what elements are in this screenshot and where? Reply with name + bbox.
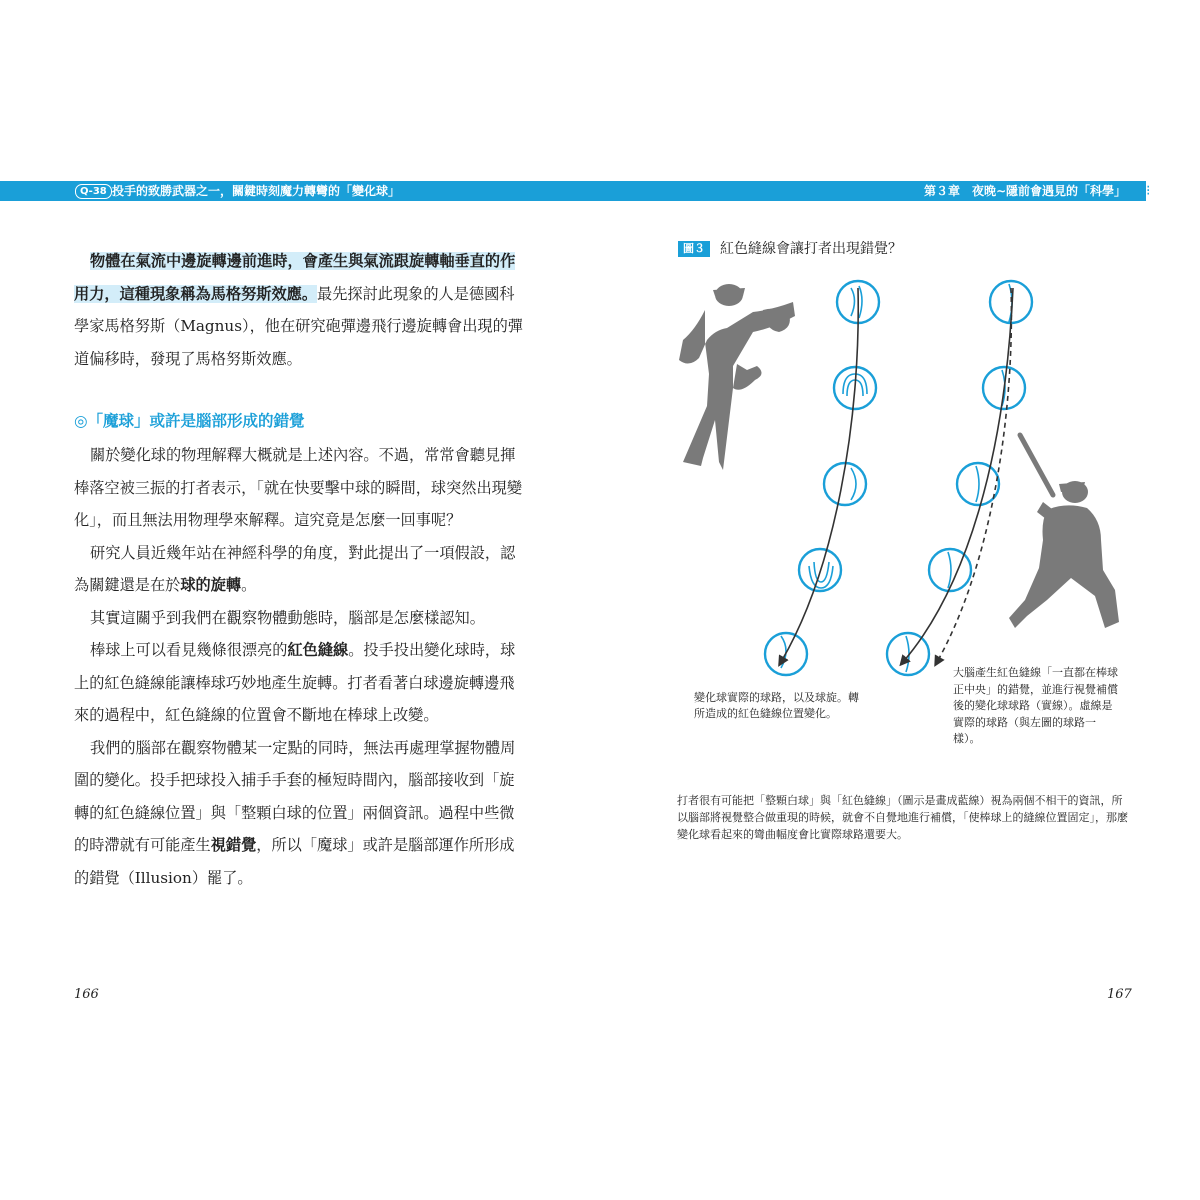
pitcher-silhouette — [679, 284, 795, 470]
paragraph-text: 。投手投出變化球時，球上的紅色縫線能讓棒球巧妙地產生旋轉。打者看著白球邊旋轉邊飛來的過程中，紅色縫線的位置會不斷地在棒球上改變。 — [74, 641, 516, 724]
paragraph-text: 我們的腦部在觀察物體某一定點的同時，無法再處理掌握物體周圍的變化。投手把球投入捕手手套的極短時間內，腦部接收到「旋轉的紅色縫線位置」與「整顆白球的位置」兩個資訊。過程中些微的時滯就有可能產生 — [74, 738, 516, 854]
page-number-left: 166 — [74, 987, 99, 1002]
actual-trajectory-line — [781, 288, 858, 662]
paragraph-text: 最先探討此現象的人是德國科學家馬格努斯（Magnus），他在研究砲彈邊飛行邊旋轉會出現的彈道偏移時，發現了馬格努斯效應。 — [74, 284, 523, 368]
bold-term: 球的旋轉 — [180, 576, 242, 594]
header-bar-end-ticks: ⁝ — [1146, 183, 1149, 199]
figure-title: 紅色縫線會讓打者出現錯覺？ — [720, 241, 902, 257]
chapter-title: 第３章 夜晚∼隱前會遇見的「科學」 — [923, 184, 1126, 198]
figure-caption: 打者很有可能把「整顆白球」與「紅色縫線」（圖示是畫成藍線）視為兩個不相干的資訊，所以腦部將視覺整合做重現的時候，就會不自覺地進行補償，「使棒球上的縫線位置固定」，那麼變化球看起來的彎曲幅度會比實際球路還要大。 — [677, 794, 1128, 841]
question-badge: Q-38 — [75, 184, 112, 199]
paragraph-text: 關於變化球的物理解釋大概就是上述內容。不過，常常會聽見揮棒落空被三振的打者表示，「就在快要擊中球的瞬間，球突然出現變化」，而且無法用物理學來解釋。這究竟是怎麼一回事呢？ — [74, 446, 523, 529]
bold-term: 視錯覺 — [210, 836, 257, 854]
paragraph — [74, 439, 526, 537]
actual-path-balls — [765, 281, 879, 675]
batter-silhouette — [1009, 435, 1119, 628]
paragraph — [74, 732, 526, 895]
figure-badge: 圖３ — [678, 241, 710, 257]
left-page-text — [74, 245, 526, 894]
page-number-right: 167 — [1107, 987, 1132, 1002]
note-perceived-path: 大腦產生紅色縫線「一直都在棒球正中央」的錯覺，並進行視覺補償後的變化球球路（實線）。虛線是實際的球路（與左圖的球路一樣）。 — [953, 666, 1118, 745]
bold-term: 紅色縫線 — [287, 641, 349, 659]
paragraph-text: ，所以「魔球」或許是腦部運作所形成的錯覺（Illusion）罷了。 — [74, 836, 515, 887]
paragraph-magnus — [74, 245, 526, 375]
section-heading: ◎「魔球」或許是腦部形成的錯覺 — [74, 412, 305, 430]
section-title: 投手的致勝武器之一，關鍵時刻魔力轉彎的「變化球」 — [112, 184, 401, 198]
highlighted-definition: 物體在氣流中邊旋轉邊前進時，會產生與氣流跟旋轉軸垂直的作用力，這種現象稱為馬格努斯效應。 — [74, 252, 516, 303]
paragraph — [74, 537, 526, 602]
paragraph-text: 其實這關乎到我們在觀察物體動態時，腦部是怎麼樣認知。 — [90, 608, 485, 627]
paragraph — [74, 602, 526, 635]
actual-trajectory-dashed-line — [937, 288, 1011, 662]
note-actual-path: 變化球實際的球路，以及球旋。轉所造成的紅色縫線位置變化。 — [694, 691, 859, 720]
paragraph-text: 棒球上可以看見幾條很漂亮的 — [90, 641, 288, 659]
paragraph-text: 。 — [241, 576, 257, 594]
pitch-trajectory-diagram — [675, 270, 1145, 690]
paragraph-text: 研究人員近幾年站在神經科學的角度，對此提出了一項假設，認為關鍵還是在於 — [74, 543, 516, 594]
paragraph — [74, 634, 526, 732]
